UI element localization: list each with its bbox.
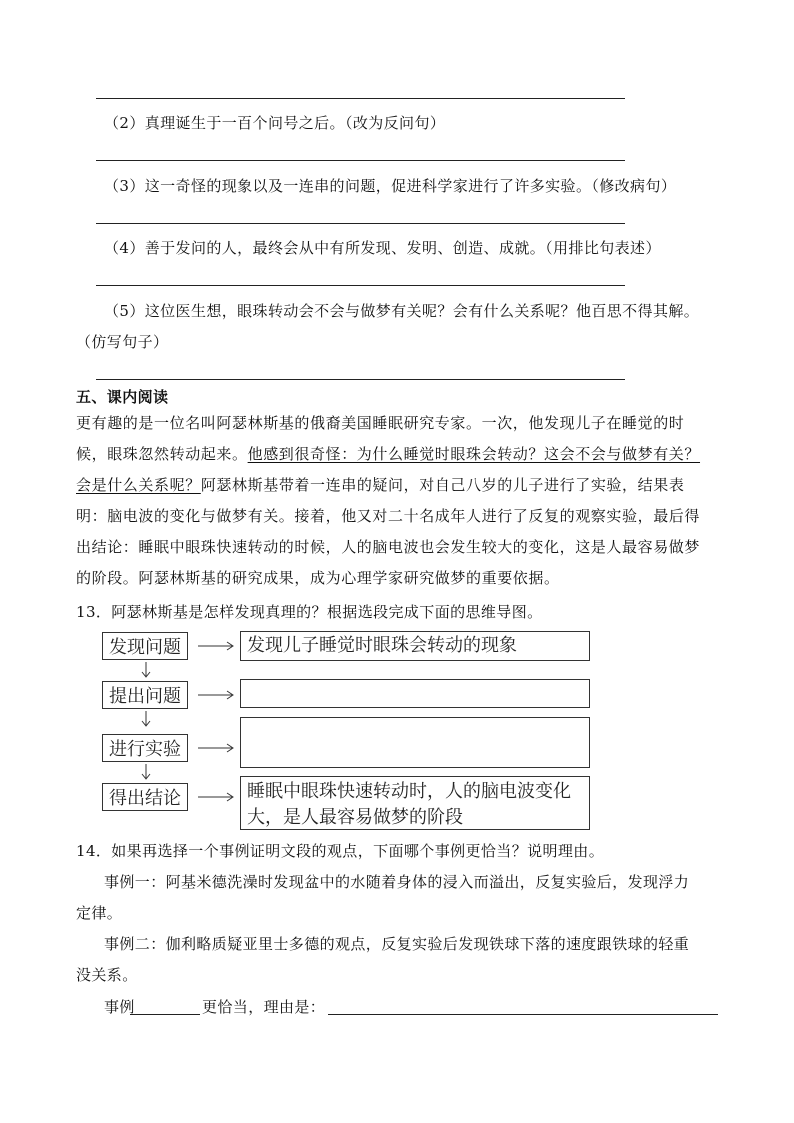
step-label-4: 得出结论 xyxy=(102,783,188,811)
example-1-line1: 事例一：阿基米德洗澡时发现盆中的水随着身体的浸入而溢出，反复实验后，发现浮力 xyxy=(104,873,690,891)
arrow-right-icon xyxy=(198,690,234,700)
passage-text: 阿瑟林斯基带着一连串的疑问，对自己八岁的儿子进行了实验，结果表 xyxy=(200,476,685,494)
step-content-1: 发现儿子睡觉时眼珠会转动的现象 xyxy=(240,631,590,661)
passage-text: 候，眼珠忽然转动起来。 xyxy=(76,445,248,463)
section-heading: 五、课内阅读 xyxy=(76,388,169,406)
passage-line-2 xyxy=(76,439,716,470)
arrow-down-icon xyxy=(141,711,151,727)
arrow-down-icon xyxy=(141,662,151,678)
answer-line-q2[interactable] xyxy=(96,160,625,161)
step-answer-box-3[interactable] xyxy=(240,717,590,768)
question-3: （3）这一奇怪的现象以及一连串的问题，促进科学家进行了许多实验。（修改病句） xyxy=(104,177,677,195)
example-2-line1: 事例二：伽利略质疑亚里士多德的观点，反复实验后发现铁球下落的速度跟铁球的轻重 xyxy=(104,935,690,953)
question-5-line2: （仿写句子） xyxy=(76,333,169,351)
passage-line-1: 更有趣的是一位名叫阿瑟林斯基的俄裔美国睡眠研究专家。一次，他发现儿子在睡觉的时 xyxy=(76,414,685,432)
step-label-2: 提出问题 xyxy=(102,681,188,709)
example-1-line2: 定律。 xyxy=(76,904,123,922)
underlined-sentence: 会是什么关系呢？ xyxy=(76,476,201,494)
step-label-1: 发现问题 xyxy=(102,632,188,660)
answer-line-reason[interactable] xyxy=(328,1014,718,1015)
answer-prefix: 事例 xyxy=(104,998,135,1016)
passage-line-6: 的阶段。阿瑟林斯基的研究成果，成为心理学家研究做梦的重要依据。 xyxy=(76,569,560,587)
answer-line-q4[interactable] xyxy=(96,285,625,286)
arrow-down-icon xyxy=(141,764,151,780)
step-answer-box-2[interactable] xyxy=(240,679,590,708)
question-13: 13．阿瑟林斯基是怎样发现真理的？根据选段完成下面的思维导图。 xyxy=(76,603,543,621)
question-14: 14．如果再选择一个事例证明文段的观点，下面哪个事例更恰当？说明理由。 xyxy=(76,842,605,860)
step-content-4: 睡眠中眼珠快速转动时，人的脑电波变化大，是人最容易做梦的阶段 xyxy=(240,776,590,830)
question-4: （4）善于发问的人，最终会从中有所发现、发明、创造、成就。（用排比句表述） xyxy=(104,239,661,257)
passage-line-4: 明：脑电波的变化与做梦有关。接着，他又对二十名成年人进行了反复的观察实验，最后得 xyxy=(76,507,701,525)
question-5-line1: （5）这位医生想，眼珠转动会不会与做梦有关呢？会有什么关系呢？他百思不得其解。 xyxy=(104,302,700,320)
answer-reason-label: 更恰当，理由是： xyxy=(202,998,326,1016)
answer-line-q5[interactable] xyxy=(96,379,625,380)
passage-line-3 xyxy=(76,470,716,501)
answer-line-q1[interactable] xyxy=(96,98,625,99)
arrow-right-icon xyxy=(198,743,234,753)
underlined-sentence: 他感到很奇怪：为什么睡觉时眼珠会转动？这会不会与做梦有关？ xyxy=(247,445,701,463)
arrow-right-icon xyxy=(198,641,234,651)
reading-passage xyxy=(76,408,716,594)
arrow-right-icon xyxy=(198,792,234,802)
question-2: （2）真理诞生于一百个问号之后。（改为反问句） xyxy=(104,114,446,132)
step-label-3: 进行实验 xyxy=(102,734,188,762)
answer-line-q3[interactable] xyxy=(96,223,625,224)
answer-blank-example[interactable] xyxy=(130,1014,200,1015)
passage-line-5: 出结论：睡眠中眼珠快速转动的时候，人的脑电波也会发生较大的变化，这是人最容易做梦 xyxy=(76,538,701,556)
example-2-line2: 没关系。 xyxy=(76,966,138,984)
